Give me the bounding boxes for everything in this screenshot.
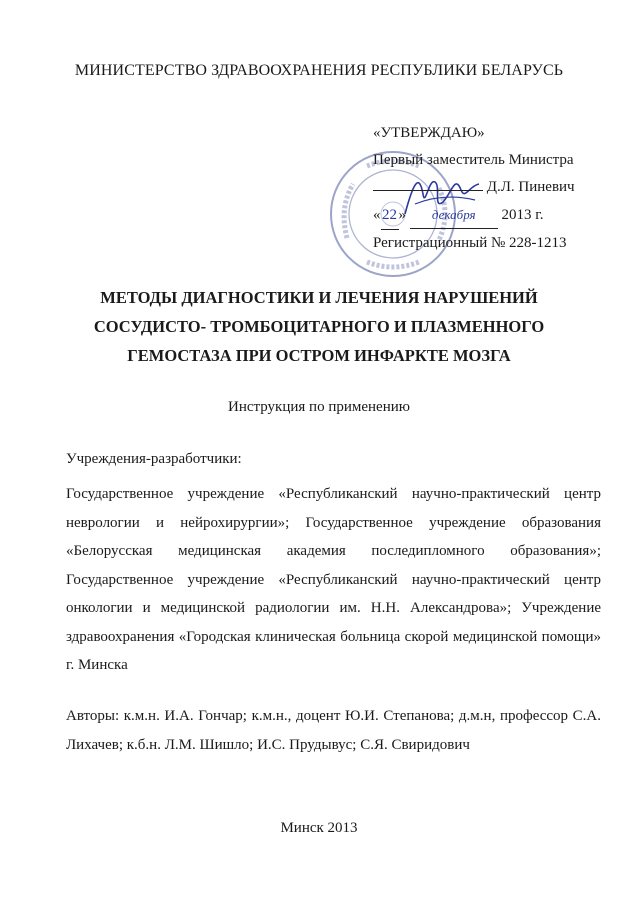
date-day: 22 <box>381 202 399 230</box>
approval-date-line: « 22 » декабря 2013 г. <box>373 201 613 230</box>
developers-heading: Учреждения-разработчики: <box>66 451 242 467</box>
signature-line <box>373 190 483 191</box>
title-line: МЕТОДЫ ДИАГНОСТИКИ И ЛЕЧЕНИЯ НАРУШЕНИЙ <box>100 288 538 307</box>
authors-text: Авторы: к.м.н. И.А. Гончар; к.м.н., доцент Ю.И. Степанова; д.м.н, профессор С.А. Лихачев; к.б.н. Л.М. Шишло; И.С. Прудывус; С.Я. Свиридович <box>66 708 601 753</box>
approval-heading: «УТВЕРЖДАЮ» <box>373 125 485 141</box>
approval-position: Первый заместитель Министра <box>373 152 574 168</box>
developers-text: Государственное учреждение «Республиканский научно-практический центр неврологии и нейрохирургии»; Государственное учреждение образования «Белорусская медицинская академия последипломного образования»; Государственное учреждение «Республиканский научно-практический центр онкологии и медицинской радиологии им. Н.Н. Александрова»; Учреждение здравоохранения «Городская клиническая больница скорой медицинской помощи» г. Минска <box>66 486 601 673</box>
date-year: 2013 г. <box>501 207 544 223</box>
registration-number: Регистрационный № 228-1213 <box>373 235 567 251</box>
title-line: СОСУДИСТО- ТРОМБОЦИТАРНОГО И ПЛАЗМЕННОГО <box>93 317 545 336</box>
date-month: декабря <box>410 201 498 229</box>
document-subtitle: Инструкция по применению <box>228 399 410 415</box>
approval-name-line <box>373 174 613 201</box>
title-line: ГЕМОСТАЗА ПРИ ОСТРОМ ИНФАРКТЕ МОЗГА <box>127 346 511 365</box>
ministry-header: МИНИСТЕРСТВО ЗДРАВООХРАНЕНИЯ РЕСПУБЛИКИ БЕЛАРУСЬ <box>74 62 564 79</box>
city-year: Минск 2013 <box>280 820 358 836</box>
approval-block <box>373 120 613 257</box>
approver-name: Д.Л. Пиневич <box>486 179 575 195</box>
document-title <box>0 283 638 370</box>
